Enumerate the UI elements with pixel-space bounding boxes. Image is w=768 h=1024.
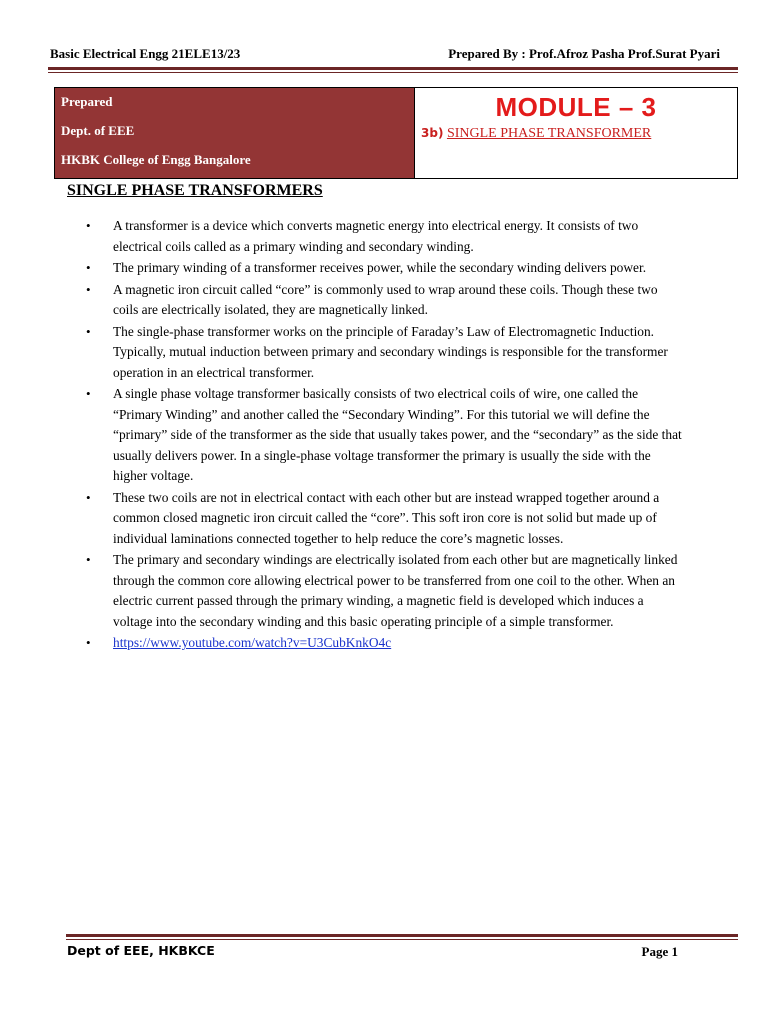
bullet-item: • The primary winding of a transformer receives power, while the secondary winding delivers power. xyxy=(82,258,682,279)
module-banner xyxy=(54,87,738,179)
module-subtitle xyxy=(421,126,651,142)
bullet-item: • A magnetic iron circuit called “core” is commonly used to wrap around these coils. Though these two coils are electrically isolated, they are magnetically linked. xyxy=(82,280,682,321)
bullet-item: • The primary and secondary windings are electrically isolated from each other but are magnetically linked through the common core allowing electrical power to be transferred from one coil to the other. When an electric current passed through the primary winding, a magnetic field is developed which induces a voltage into the secondary winding and this basic operating principle of a simple transformer. xyxy=(82,550,682,632)
bullet-item: • A single phase voltage transformer basically consists of two electrical coils of wire, one called the “Primary Winding” and another called the “Secondary Winding”. For this tutorial we will define the “primary” side of the transformer as the side that usually takes power, and the “secondary” as the side that usually delivers power. In a single-phase voltage transformer the primary is usually the side with the higher voltage. xyxy=(82,384,682,487)
course-title: Basic Electrical Engg 21ELE13/23 xyxy=(50,46,241,61)
footer-dept: Dept of EEE, HKBKCE xyxy=(67,943,215,958)
bullet-item: • These two coils are not in electrical contact with each other but are instead wrapped together around a common closed magnetic iron circuit called the “core”. This soft iron core is not solid but made up of individual laminations connected together to help reduce the core’s magnetic losses. xyxy=(82,488,682,550)
footer-rule-thin xyxy=(66,939,738,940)
youtube-link[interactable]: https://www.youtube.com/watch?v=U3CubKnkO4c xyxy=(113,635,392,650)
header-rule-thin xyxy=(48,72,738,73)
footer-rule xyxy=(66,934,738,937)
bullet-item: • The single-phase transformer works on the principle of Faraday’s Law of Electromagnetic Induction. Typically, mutual induction between primary and secondary windings is responsible for the transformer operation in an electrical transformer. xyxy=(82,322,682,384)
module-sub-number: 3b) xyxy=(421,126,444,140)
banner-line-prepared: Prepared xyxy=(61,94,113,109)
banner-info-panel xyxy=(55,88,415,178)
banner-line-dept: Dept. of EEE xyxy=(61,123,135,138)
bullet-item-link xyxy=(82,633,682,654)
section-title: SINGLE PHASE TRANSFORMERS xyxy=(67,182,323,199)
header-rule xyxy=(48,67,738,70)
banner-module-panel xyxy=(415,88,737,178)
bullet-item: • A transformer is a device which converts magnetic energy into electrical energy. It consists of two electrical coils called as a primary winding and secondary winding. xyxy=(82,216,682,257)
page-header xyxy=(50,46,720,62)
bullet-list xyxy=(82,216,682,655)
prepared-by: Prepared By : Prof.Afroz Pasha Prof.Surat Pyari xyxy=(448,46,720,61)
module-title: MODULE – 3 xyxy=(495,92,657,122)
banner-line-college: HKBK College of Engg Bangalore xyxy=(61,152,251,167)
page-number: Page 1 xyxy=(641,944,678,959)
module-sub-title: SINGLE PHASE TRANSFORMER xyxy=(446,126,652,141)
